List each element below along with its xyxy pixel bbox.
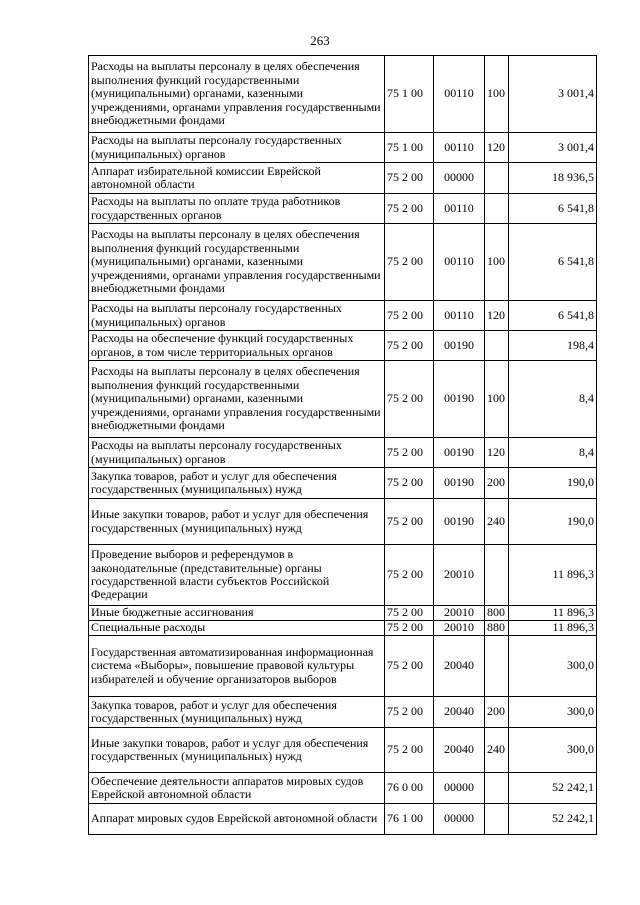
expense-name-cell: Расходы на выплаты персоналу государственных (муниципальных) органов — [89, 133, 385, 163]
expense-name-cell: Государственная автоматизированная информационная система «Выборы», повышение правовой культуры избирателей и обучение организаторов выборов — [89, 636, 385, 697]
program-code-cell: 75 2 00 — [385, 728, 434, 773]
amount-cell: 300,0 — [509, 728, 597, 773]
direction-code-cell: 00000 — [434, 163, 485, 194]
amount-cell: 300,0 — [509, 697, 597, 728]
program-code-cell: 75 1 00 — [385, 56, 434, 133]
budget-table — [88, 55, 597, 835]
program-code-cell: 75 2 00 — [385, 301, 434, 331]
direction-code-cell: 00190 — [434, 438, 485, 468]
direction-code-cell: 00190 — [434, 331, 485, 361]
table-row — [89, 133, 597, 163]
expense-type-cell: 800 — [485, 606, 509, 621]
amount-cell: 18 936,5 — [509, 163, 597, 194]
program-code-cell: 76 1 00 — [385, 804, 434, 835]
direction-code-cell: 00110 — [434, 301, 485, 331]
expense-name-cell: Аппарат мировых судов Еврейской автономной области — [89, 804, 385, 835]
table-row — [89, 224, 597, 301]
table-row — [89, 438, 597, 468]
amount-cell: 300,0 — [509, 636, 597, 697]
expense-type-cell — [485, 636, 509, 697]
amount-cell: 3 001,4 — [509, 56, 597, 133]
expense-type-cell: 100 — [485, 56, 509, 133]
direction-code-cell: 00190 — [434, 468, 485, 499]
direction-code-cell: 20010 — [434, 621, 485, 636]
program-code-cell: 75 1 00 — [385, 133, 434, 163]
expense-name-cell: Закупка товаров, работ и услуг для обеспечения государственных (муниципальных) нужд — [89, 468, 385, 499]
program-code-cell: 75 2 00 — [385, 621, 434, 636]
table-row — [89, 773, 597, 804]
table-row — [89, 194, 597, 224]
direction-code-cell: 00190 — [434, 499, 485, 545]
expense-name-cell: Иные закупки товаров, работ и услуг для обеспечения государственных (муниципальных) нужд — [89, 728, 385, 773]
program-code-cell: 75 2 00 — [385, 331, 434, 361]
expense-name-cell: Обеспечение деятельности аппаратов мировых судов Еврейской автономной области — [89, 773, 385, 804]
direction-code-cell: 00110 — [434, 224, 485, 301]
amount-cell: 3 001,4 — [509, 133, 597, 163]
direction-code-cell: 20040 — [434, 728, 485, 773]
direction-code-cell: 00110 — [434, 56, 485, 133]
expense-type-cell — [485, 163, 509, 194]
direction-code-cell: 00000 — [434, 804, 485, 835]
expense-type-cell: 880 — [485, 621, 509, 636]
amount-cell: 198,4 — [509, 331, 597, 361]
program-code-cell: 75 2 00 — [385, 361, 434, 438]
program-code-cell: 75 2 00 — [385, 224, 434, 301]
direction-code-cell: 00000 — [434, 773, 485, 804]
direction-code-cell: 20040 — [434, 697, 485, 728]
table-row — [89, 361, 597, 438]
table-row — [89, 163, 597, 194]
expense-name-cell: Иные бюджетные ассигнования — [89, 606, 385, 621]
table-row — [89, 636, 597, 697]
amount-cell: 52 242,1 — [509, 773, 597, 804]
table-row — [89, 468, 597, 499]
table-row — [89, 728, 597, 773]
program-code-cell: 75 2 00 — [385, 194, 434, 224]
expense-type-cell: 200 — [485, 468, 509, 499]
table-row — [89, 56, 597, 133]
expense-type-cell — [485, 331, 509, 361]
page-number: 263 — [310, 33, 330, 48]
program-code-cell: 75 2 00 — [385, 606, 434, 621]
expense-name-cell: Расходы на выплаты персоналу в целях обеспечения выполнения функций государственными (муниципальными) органами, казенными учреждениями, органами управления государственными внебюджетными фондами — [89, 56, 385, 133]
direction-code-cell: 00110 — [434, 194, 485, 224]
expense-type-cell: 120 — [485, 133, 509, 163]
table-row — [89, 606, 597, 621]
direction-code-cell: 00110 — [434, 133, 485, 163]
expense-type-cell: 240 — [485, 499, 509, 545]
amount-cell: 190,0 — [509, 468, 597, 499]
expense-type-cell: 100 — [485, 361, 509, 438]
direction-code-cell: 20010 — [434, 606, 485, 621]
amount-cell: 11 896,3 — [509, 621, 597, 636]
expense-type-cell: 100 — [485, 224, 509, 301]
program-code-cell: 75 2 00 — [385, 636, 434, 697]
table-row — [89, 621, 597, 636]
program-code-cell: 75 2 00 — [385, 499, 434, 545]
expense-name-cell: Расходы на обеспечение функций государственных органов, в том числе территориальных органов — [89, 331, 385, 361]
table-row — [89, 301, 597, 331]
expense-type-cell: 120 — [485, 301, 509, 331]
program-code-cell: 75 2 00 — [385, 697, 434, 728]
amount-cell: 52 242,1 — [509, 804, 597, 835]
expense-name-cell: Расходы на выплаты персоналу в целях обеспечения выполнения функций государственными (муниципальными) органами, казенными учреждениями, органами управления государственными внебюджетными фондами — [89, 224, 385, 301]
expense-name-cell: Расходы на выплаты по оплате труда работников государственных органов — [89, 194, 385, 224]
table-row — [89, 804, 597, 835]
expense-type-cell — [485, 194, 509, 224]
amount-cell: 6 541,8 — [509, 301, 597, 331]
amount-cell: 6 541,8 — [509, 194, 597, 224]
expense-name-cell: Иные закупки товаров, работ и услуг для обеспечения государственных (муниципальных) нужд — [89, 499, 385, 545]
expense-name-cell: Специальные расходы — [89, 621, 385, 636]
table-row — [89, 331, 597, 361]
expense-type-cell — [485, 773, 509, 804]
expense-type-cell — [485, 545, 509, 606]
expense-name-cell: Расходы на выплаты персоналу в целях обеспечения выполнения функций государственными (муниципальными) органами, казенными учреждениями, органами управления государственными внебюджетными фондами — [89, 361, 385, 438]
amount-cell: 11 896,3 — [509, 545, 597, 606]
table-row — [89, 545, 597, 606]
amount-cell: 8,4 — [509, 361, 597, 438]
amount-cell: 11 896,3 — [509, 606, 597, 621]
amount-cell: 8,4 — [509, 438, 597, 468]
direction-code-cell: 20010 — [434, 545, 485, 606]
expense-type-cell: 240 — [485, 728, 509, 773]
expense-type-cell: 120 — [485, 438, 509, 468]
program-code-cell: 75 2 00 — [385, 163, 434, 194]
table-row — [89, 499, 597, 545]
direction-code-cell: 00190 — [434, 361, 485, 438]
amount-cell: 190,0 — [509, 499, 597, 545]
table-row — [89, 697, 597, 728]
expense-name-cell: Расходы на выплаты персоналу государственных (муниципальных) органов — [89, 301, 385, 331]
program-code-cell: 75 2 00 — [385, 468, 434, 499]
expense-name-cell: Закупка товаров, работ и услуг для обеспечения государственных (муниципальных) нужд — [89, 697, 385, 728]
amount-cell: 6 541,8 — [509, 224, 597, 301]
expense-type-cell — [485, 804, 509, 835]
expense-name-cell: Расходы на выплаты персоналу государственных (муниципальных) органов — [89, 438, 385, 468]
program-code-cell: 75 2 00 — [385, 545, 434, 606]
expense-name-cell: Аппарат избирательной комиссии Еврейской автономной области — [89, 163, 385, 194]
program-code-cell: 76 0 00 — [385, 773, 434, 804]
direction-code-cell: 20040 — [434, 636, 485, 697]
expense-name-cell: Проведение выборов и референдумов в законодательные (представительные) органы государственной власти субъектов Российской Федерации — [89, 545, 385, 606]
program-code-cell: 75 2 00 — [385, 438, 434, 468]
expense-type-cell: 200 — [485, 697, 509, 728]
